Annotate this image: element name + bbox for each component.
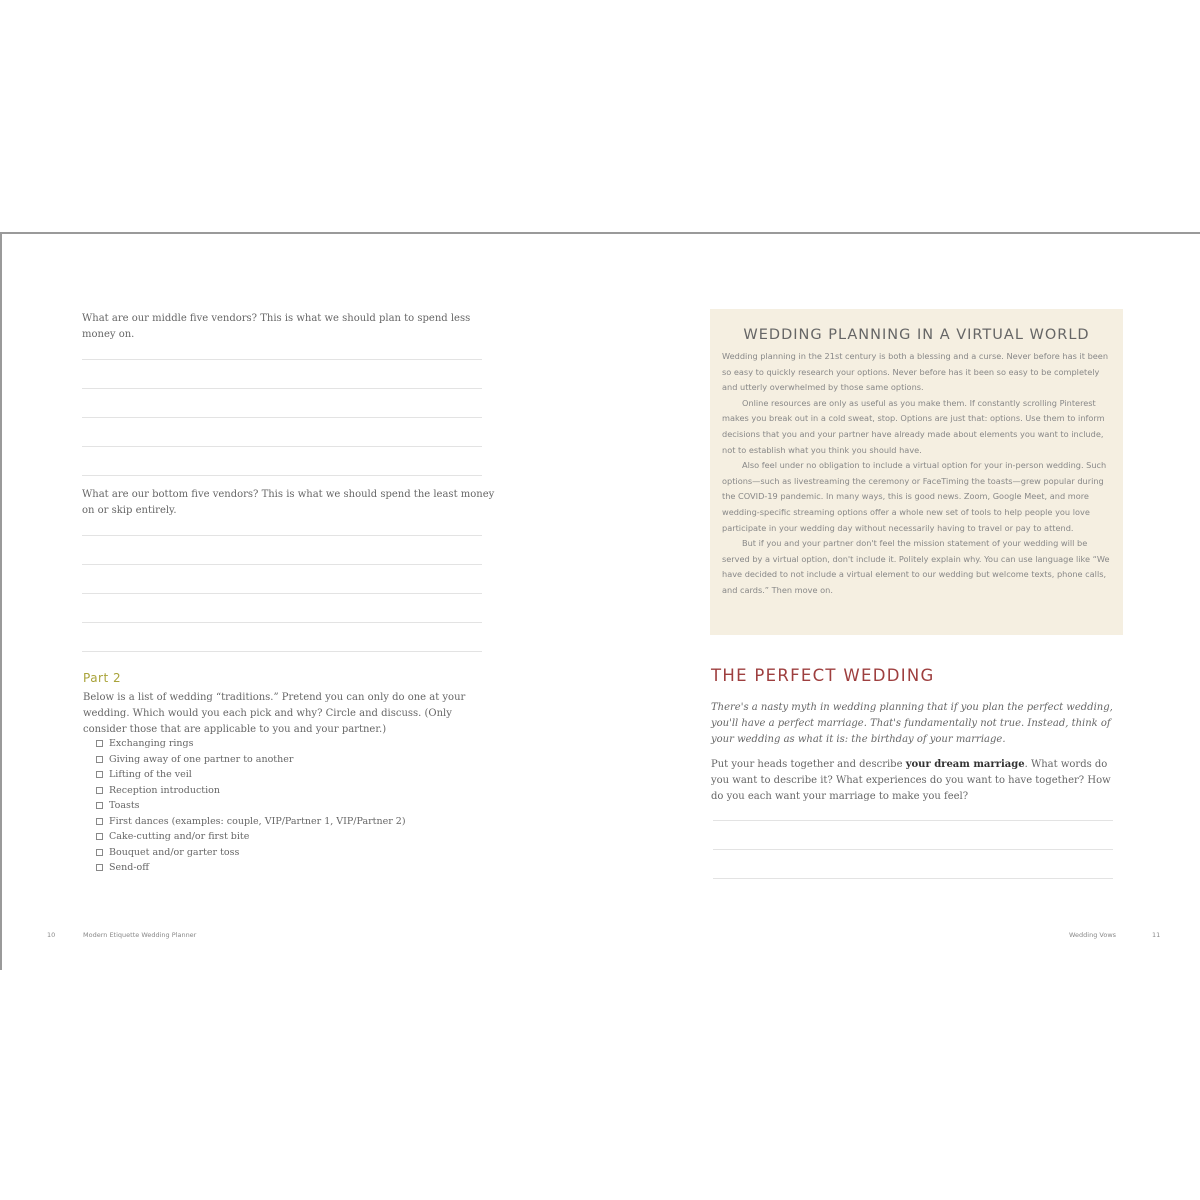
bottom-vendors-prompt: What are our bottom five vendors? This is what we should spend the least money on or skip entirely.	[82, 489, 495, 516]
tradition-item[interactable]: Bouquet and/or garter toss	[96, 845, 406, 861]
part-2-intro: Below is a list of wedding “traditions.” Pretend you can only do one at your wedding. Which would you each pick and why? Circle and discuss. (Only consider those that are applicable to you and your partner.)	[83, 692, 466, 735]
sidebar-paragraph: Also feel under no obligation to include a virtual option for your in-person wedding. Such options—such as livestreaming the ceremony or FaceTiming the toasts—grew popular during the COVID-19 pandemic. In many ways, this is good news. Zoom, Google Meet, and more wedding-specific streaming options offer a whole new set of tools to help people you love participate in your wedding day without necessarily having to travel or pay to attend.	[722, 460, 1107, 533]
checkbox-icon[interactable]	[96, 771, 103, 778]
page-number: 11	[1152, 931, 1161, 939]
left-page	[2, 234, 602, 970]
checkbox-icon[interactable]	[96, 756, 103, 763]
middle-vendors-prompt: What are our middle five vendors? This is what we should plan to spend less money on.	[82, 313, 471, 340]
tradition-item[interactable]: Cake-cutting and/or first bite	[96, 829, 406, 845]
running-footer: Wedding Vows	[1069, 931, 1117, 939]
answer-line[interactable]	[713, 878, 1113, 879]
tradition-item[interactable]: Reception introduction	[96, 783, 406, 799]
answer-line[interactable]	[82, 475, 482, 476]
answer-line[interactable]	[82, 359, 482, 360]
section-title: THE PERFECT WEDDING	[711, 666, 935, 685]
virtual-world-sidebar	[710, 309, 1123, 635]
checkbox-icon[interactable]	[96, 833, 103, 840]
dream-marriage-prompt: Put your heads together and describe your dream marriage. What words do you want to describe it? What experiences do you want to have together? How do you each want your marriage to make you feel?	[711, 759, 1111, 802]
running-footer: Modern Etiquette Wedding Planner	[83, 931, 197, 939]
checkbox-icon[interactable]	[96, 864, 103, 871]
book-spread	[0, 232, 1200, 970]
checkbox-icon[interactable]	[96, 787, 103, 794]
checkbox-icon[interactable]	[96, 818, 103, 825]
perfect-wedding-intro: There's a nasty myth in wedding planning that if you plan the perfect wedding, you'll have a perfect marriage. That's fundamentally not true. Instead, think of your wedding as what it is: the birthday of your marriage.	[711, 702, 1113, 745]
right-page	[602, 234, 1200, 970]
answer-line[interactable]	[82, 593, 482, 594]
sidebar-paragraph: Wedding planning in the 21st century is both a blessing and a curse. Never before has it been so easy to quickly research your options. Never before has it been so easy to be completely and utterly overwhelmed by those same options.	[722, 351, 1109, 393]
tradition-item[interactable]: Giving away of one partner to another	[96, 752, 406, 768]
part-2-heading: Part 2	[83, 671, 122, 685]
traditions-checklist	[96, 736, 406, 876]
sidebar-title: WEDDING PLANNING IN A VIRTUAL WORLD	[743, 327, 1090, 343]
answer-line[interactable]	[713, 820, 1113, 821]
tradition-item[interactable]: Lifting of the veil	[96, 767, 406, 783]
answer-line[interactable]	[82, 651, 482, 652]
tradition-item[interactable]: First dances (examples: couple, VIP/Partner 1, VIP/Partner 2)	[96, 814, 406, 830]
checkbox-icon[interactable]	[96, 802, 103, 809]
answer-line[interactable]	[713, 849, 1113, 850]
answer-line[interactable]	[82, 388, 482, 389]
checkbox-icon[interactable]	[96, 849, 103, 856]
tradition-item[interactable]: Send-off	[96, 860, 406, 876]
answer-line[interactable]	[82, 417, 482, 418]
answer-line[interactable]	[82, 622, 482, 623]
answer-line[interactable]	[82, 535, 482, 536]
tradition-item[interactable]: Exchanging rings	[96, 736, 406, 752]
tradition-item[interactable]: Toasts	[96, 798, 406, 814]
page-number: 10	[47, 931, 56, 939]
answer-line[interactable]	[82, 564, 482, 565]
answer-line[interactable]	[82, 446, 482, 447]
sidebar-paragraph: But if you and your partner don't feel the mission statement of your wedding will be served by a virtual option, don't include it. Politely explain why. You can use language like “We have decided to not include a virtual element to our wedding but welcome texts, phone calls, and cards.” Then move on.	[722, 538, 1110, 595]
checkbox-icon[interactable]	[96, 740, 103, 747]
sidebar-paragraph: Online resources are only as useful as you make them. If constantly scrolling Pinterest makes you break out in a cold sweat, stop. Options are just that: options. Use them to inform decisions that you and your partner have already made about elements you want to include, not to establish what you think you should have.	[722, 397, 1105, 455]
